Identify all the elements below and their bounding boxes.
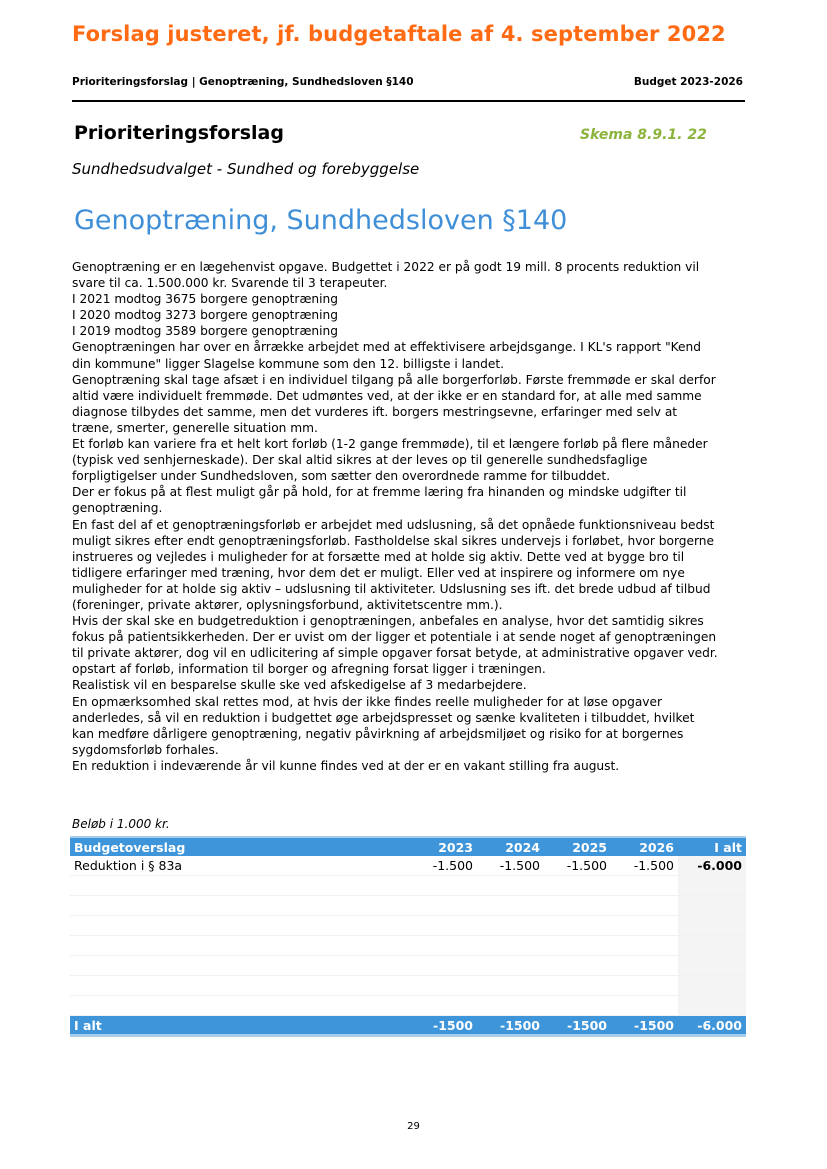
empty-row	[70, 896, 746, 916]
body-text	[72, 259, 762, 774]
column-header: Budgetoverslag	[70, 837, 410, 856]
empty-row	[70, 976, 746, 996]
paragraph: I 2021 modtog 3675 borgere genoptræning	[72, 292, 338, 307]
column-header: 2023	[410, 837, 477, 856]
paragraph: Realistisk vil en besparelse skulle ske ved afskedigelse af 3 medarbejdere.	[72, 678, 527, 693]
table-row	[70, 856, 746, 876]
row-label: Reduktion i § 83a	[70, 856, 410, 876]
schema-reference: Skema 8.9.1. 22	[580, 127, 707, 143]
paragraph: Der er fokus på at flest muligt går på hold, for at fremme læring fra hinanden og mindske udgifter til genoptræning.	[72, 485, 687, 516]
running-header-title: Prioriteringsforslag | Genoptræning, Sundhedsloven §140	[72, 76, 414, 88]
table-cell: -1.500	[410, 856, 477, 876]
column-header: I alt	[678, 837, 746, 856]
amount-unit-note: Beløb i 1.000 kr.	[72, 817, 170, 831]
empty-row	[70, 936, 746, 956]
page-number: 29	[407, 1121, 420, 1132]
page-heading: Prioriteringsforslag	[74, 122, 284, 144]
paragraph: En reduktion i indeværende år vil kunne findes ved at der er en vakant stilling fra august.	[72, 758, 620, 773]
paragraph: I 2019 modtog 3589 borgere genoptræning	[72, 324, 338, 339]
total-cell: -1500	[544, 1016, 611, 1036]
column-header: 2025	[544, 837, 611, 856]
paragraph: Hvis der skal ske en budgetreduktion i genoptræningen, anbefales en analyse, hvor det samtidig sikres fokus på patientsikkerheden. Der er uvist om der ligger et potentiale i at sende noget af genoptræningen til private aktører, dog vil en udlicitering af simple opgaver forsat betyde, at administrative opgaver vedr. opstart af forløb, information til borger og afregning forsat ligger i træningen.	[72, 614, 718, 677]
empty-row	[70, 876, 746, 896]
table-cell: -1.500	[544, 856, 611, 876]
proposal-banner: Forslag justeret, jf. budgetaftale af 4. september 2022	[72, 22, 726, 46]
paragraph: Genoptræning skal tage afsæt i en individuel tilgang på alle borgerforløb. Første fremmøde er skal derfor altid være individuelt fremmøde. Det udmøntes ved, at der ikke er en standard for, at alle med samme diagnose tilbydes det samme, men det vurderes ift. borgers mestringsevne, erfaringer med selv at træne, smerter, generelle situation mm.	[72, 372, 716, 435]
total-cell: -1500	[611, 1016, 678, 1036]
empty-row	[70, 996, 746, 1016]
paragraph: En opmærksomhed skal rettes mod, at hvis der ikke findes reelle muligheder for at løse opgaver anderledes, så vil en reduktion i budgettet øge arbejdspresset og sænke kvaliteten i tilbuddet, hvilket kan medføre dårligere genoptræning, negativ påvirkning af arbejdsmiljøet og risiko for at borgernes sygdomsforløb forhales.	[72, 694, 695, 757]
paragraph: Genoptræning er en lægehenvist opgave. Budgettet i 2022 er på godt 19 mill. 8 procents reduktion vil svare til ca. 1.500.000 kr. Svarende til 3 terapeuter.	[72, 260, 700, 291]
grand-total-cell: -6.000	[678, 1016, 746, 1036]
running-header-budget: Budget 2023-2026	[633, 76, 743, 88]
empty-row	[70, 956, 746, 976]
total-cell: -1500	[477, 1016, 544, 1036]
table-cell: -1.500	[477, 856, 544, 876]
committee-subtitle: Sundhedsudvalget - Sundhed og forebyggelse	[72, 160, 420, 178]
section-title: Genoptræning, Sundhedsloven §140	[74, 205, 568, 236]
paragraph: En fast del af et genoptræningsforløb er arbejdet med udslusning, så det opnåede funktionsniveau bedst muligt sikres efter endt genoptræningsforløb. Fastholdelse skal sikres undervejs i forløbet, hvor borgerne instrueres og vejledes i muligheder for at forsætte med at holde sig aktiv. Dette ved at bygge bro til tidligere erfaringer med træning, hvor dem det er muligt. Eller ved at inspirere og informere om nye muligheder for at holde sig aktiv – udslusning til aktiviteter. Udslusning ses ift. det brede udbud af tilbud (foreninger, private aktører, oplysningsforbund, aktivitetscentre mm.).	[72, 517, 715, 612]
paragraph: Et forløb kan variere fra et helt kort forløb (1-2 gange fremmøde), til et længere forløb på flere måneder (typisk ved senhjerneskade). Der skal altid sikres at der leves op til generelle sundhedsfaglige forpligtigelser under Sundhedsloven, som sætter den overordnede ramme for tilbuddet.	[72, 437, 708, 484]
total-cell: -1500	[410, 1016, 477, 1036]
table-cell: -1.500	[611, 856, 678, 876]
paragraph: I 2020 modtog 3273 borgere genoptræning	[72, 308, 338, 323]
column-header: 2024	[477, 837, 544, 856]
row-total-cell: -6.000	[678, 856, 746, 876]
table-header-row	[70, 837, 746, 856]
total-label: I alt	[70, 1016, 410, 1036]
header-rule	[72, 100, 745, 102]
paragraph: Genoptræningen har over en årrække arbejdet med at effektivisere arbejdsgange. I KL's rapport "Kend din kommune" ligger Slagelse kommune som den 12. billigste i landet.	[72, 340, 702, 371]
column-header: 2026	[611, 837, 678, 856]
empty-row	[70, 916, 746, 936]
budget-table	[70, 836, 746, 1037]
table-total-row	[70, 1016, 746, 1036]
